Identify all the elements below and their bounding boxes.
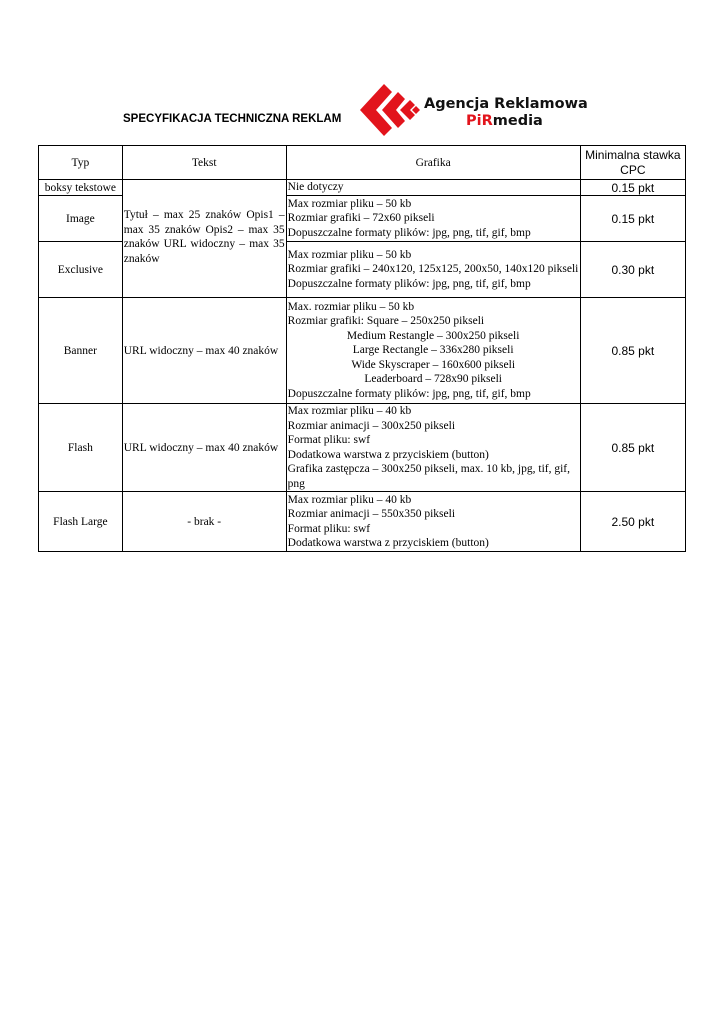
grafika-line: Dopuszczalne formaty plików: jpg, png, tif, gif, bmp [287,277,531,290]
row-cpc: 0.85 pkt [580,298,685,404]
page-title: SPECYFIKACJA TECHNICZNA REKLAM [123,113,342,125]
row-cpc: 0.85 pkt [580,404,685,492]
header-cpc: Minimalna stawka CPC [580,146,685,180]
row-tekst: - brak - [122,492,286,552]
table-row [39,180,686,196]
shared-tekst: Tytuł – max 25 znaków Opis1 – max 35 znaków Opis2 – max 35 znaków URL widoczny – max 35 znaków [123,209,285,265]
row-typ: boksy tekstowe [39,180,123,196]
grafika-line: Max rozmiar pliku – 50 kb [287,248,412,261]
grafika-line: Rozmiar grafiki: Square – 250x250 pikseli [287,315,485,328]
grafika-line: Leaderboard – 728x90 pikseli [364,373,502,386]
grafika-line: Dopuszczalne formaty plików: jpg, png, tif, gif, bmp [287,226,531,239]
row-grafika [286,196,580,242]
table-row [39,404,686,492]
spec-table [38,145,686,552]
header-typ: Typ [39,146,123,180]
grafika-line: Grafika zastępcza – 300x250 pikseli, max. 10 kb, jpg, tif, gif, [287,463,570,475]
company-logo [360,84,590,140]
grafika-line: Dodatkowa warstwa z przyciskiem (button) [287,448,489,461]
grafika-line: Format pliku: swf [287,434,371,446]
row-tekst: URL widoczny – max 40 znaków [122,404,286,492]
header-grafika: Grafika [286,146,580,180]
logo-line-1: Agencja Reklamowa [424,96,588,112]
grafika-line: Medium Restangle – 300x250 pikseli [346,329,520,342]
row-typ: Banner [39,298,123,404]
row-cpc: 0.15 pkt [580,180,685,196]
grafika-line: Format pliku: swf [287,522,371,535]
logo-line-2 [466,113,543,129]
grafika-line: Max rozmiar pliku – 40 kb [287,405,412,417]
row-cpc: 0.30 pkt [580,242,685,298]
row-cpc: 0.15 pkt [580,196,685,242]
row-grafika [286,242,580,298]
grafika-line: Dopuszczalne formaty plików: jpg, png, tif, gif, bmp [287,387,531,400]
grafika-line: Rozmiar animacji – 550x350 pikseli [287,508,456,520]
grafika-line: Large Rectangle – 336x280 pikseli [352,344,514,357]
table-row [39,298,686,404]
row-cpc: 2.50 pkt [580,492,685,552]
shared-tekst-cell [122,180,286,298]
row-grafika [286,298,580,404]
logo-brand-red: PiR [466,113,493,129]
header-tekst: Tekst [122,146,286,180]
row-typ: Flash [39,404,123,492]
row-grafika [286,180,580,196]
grafika-line: Max. rozmiar pliku – 50 kb [287,300,415,313]
pirmedia-logo-icon [360,84,422,140]
table-row [39,492,686,552]
grafika-line: Wide Skyscraper – 160x600 pikseli [351,358,516,371]
row-tekst: URL widoczny – max 40 znaków [122,298,286,404]
grafika-line: Max rozmiar pliku – 50 kb [287,197,412,210]
row-typ: Image [39,196,123,242]
grafika-line: Dodatkowa warstwa z przyciskiem (button) [287,537,489,549]
grafika-line: Rozmiar grafiki – 72x60 pikseli [287,212,435,225]
logo-brand-black: media [492,113,543,129]
table-header-row [39,146,686,180]
grafika-line: Max rozmiar pliku – 40 kb [287,493,412,506]
row-grafika [286,492,580,552]
grafika-line: Nie dotyczy [287,181,344,194]
row-grafika [286,404,580,492]
row-typ: Exclusive [39,242,123,298]
grafika-line: png [287,477,305,490]
grafika-line: Rozmiar grafiki – 240x120, 125x125, 200x50, 140x120 pikseli [287,263,579,276]
row-typ: Flash Large [39,492,123,552]
grafika-line: Rozmiar animacji – 300x250 pikseli [287,419,456,432]
